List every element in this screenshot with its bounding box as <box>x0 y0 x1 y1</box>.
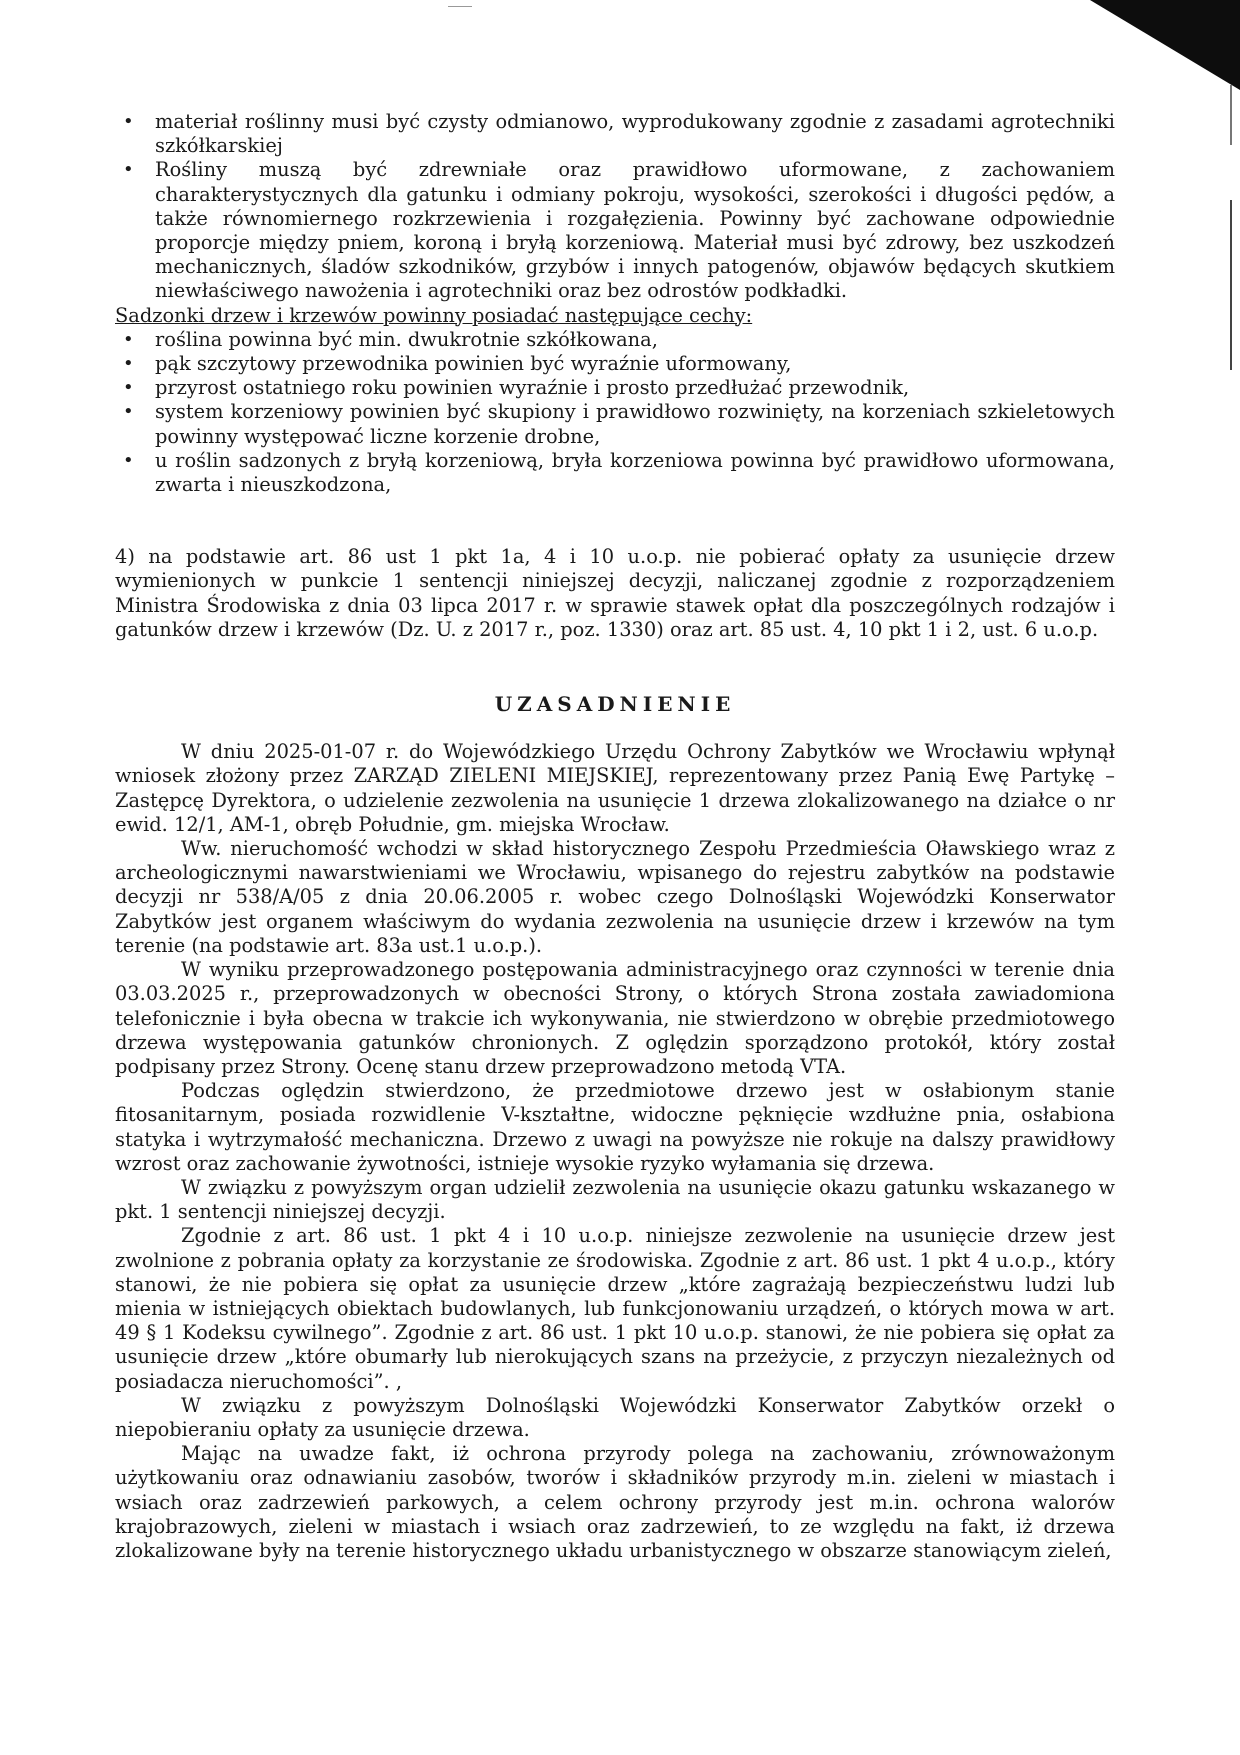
justification-paragraph: Podczas oględzin stwierdzono, że przedmiotowe drzewo jest w osłabionym stanie fitosanitarnym, posiada rozwidlenie V-kształtne, widoczne pęknięcie wzdłużne pnia, osłabiona statyka i wytrzymałość mechaniczna. Drzewo z uwagi na powyższe nie rokuje na dalszy prawidłowy wzrost oraz zachowanie żywotności, istnieje wysokie ryzyko wyłamania się drzewa. <box>115 1079 1115 1175</box>
document-page <box>115 110 1115 1563</box>
justification-paragraph: Ww. nieruchomość wchodzi w skład historycznego Zespołu Przedmieścia Oławskiego wraz z archeologicznymi nawarstwieniami we Wrocławiu, wpisanego do rejestru zabytków na podstawie decyzji nr 538/A/05 z dnia 20.06.2005 r. wobec czego Dolnośląski Wojewódzki Konserwator Zabytków jest organem właściwym do wydania zezwolenia na usunięcie drzew i krzewów na tym terenie (na podstawie art. 83a ust.1 u.o.p.). <box>115 837 1115 957</box>
requirements-item: • Rośliny muszą być zdrewniałe oraz prawidłowo uformowane, z zachowaniem charakterystycznych dla gatunku i odmiany pokroju, wysokości, szerokości i długości pędów, a także równomiernego rozkrzewienia i rozgałęzienia. Powinny być zachowane odpowiednie proporcje między pniem, koroną i bryłą korzeniową. Materiał musi być zdrowy, bez uszkodzeń mechanicznych, śladów szkodników, grzybów i innych patogenów, objawów będących skutkiem niewłaściwego nawożenia i agrotechniki oraz bez odrostów podkładki. <box>155 158 1115 303</box>
justification-paragraph: W wyniku przeprowadzonego postępowania administracyjnego oraz czynności w terenie dnia 03.03.2025 r., przeprowadzonych w obecności Strony, o których Strona została zawiadomiona telefonicznie i była obecna w trakcie ich wykonywania, nie stwierdzono w obrębie przedmiotowego drzewa występowania gatunków chronionych. Z oględzin sporządzono protokół, który został podpisany przez Strony. Ocenę stanu drzew przeprowadzono metodą VTA. <box>115 958 1115 1078</box>
seedlings-item: • roślina powinna być min. dwukrotnie szkółkowana, <box>155 328 1115 352</box>
justification-paragraph: Mając na uwadze fakt, iż ochrona przyrody polega na zachowaniu, zrównoważonym użytkowaniu oraz odnawianiu zasobów, tworów i składników przyrody m.in. zieleni w miastach i wsiach oraz zadrzewień parkowych, a celem ochrony przyrody jest m.in. ochrona walorów krajobrazowych, zieleni w miastach i wsiach oraz zadrzewień, to ze względu na fakt, iż drzewa zlokalizowane były na terenie historycznego układu urbanistycznego w obszarze stanowiącym zieleń, <box>115 1442 1115 1562</box>
justification-paragraph: W dniu 2025-01-07 r. do Wojewódzkiego Urzędu Ochrony Zabytków we Wrocławiu wpłynął wniosek złożony przez ZARZĄD ZIELENI MIEJSKIEJ, reprezentowany przez Panią Ewę Partykę – Zastępcę Dyrektora, o udzielenie zezwolenia na usunięcie 1 drzewa zlokalizowanego na działce o nr ewid. 12/1, AM-1, obręb Południe, gm. miejska Wrocław. <box>115 740 1115 836</box>
section-title: UZASADNIENIE <box>494 692 736 717</box>
justification-paragraph: W związku z powyższym Dolnośląski Wojewódzki Konserwator Zabytków orzekł o niepobieraniu opłaty za usunięcie drzewa. <box>115 1393 1115 1441</box>
requirements-list <box>115 110 1115 304</box>
seedlings-item: • u roślin sadzonych z bryłą korzeniową, bryła korzeniowa powinna być prawidłowo uformowana, zwarta i nieuszkodzona, <box>155 449 1115 497</box>
seedlings-item: • pąk szczytowy przewodnika powinien być wyraźnie uformowany, <box>155 352 1115 376</box>
scan-edge-mark <box>1230 200 1232 370</box>
justification-paragraph: W związku z powyższym organ udzielił zezwolenia na usunięcie okazu gatunku wskazanego w pkt. 1 sentencji niniejszej decyzji. <box>115 1175 1115 1224</box>
requirements-item: • materiał roślinny musi być czysty odmianowo, wyprodukowany zgodnie z zasadami agrotechniki szkółkarskiej <box>155 110 1115 158</box>
justification-section <box>115 740 1115 1563</box>
scan-top-mark <box>448 6 472 7</box>
scan-edge-mark <box>1230 85 1232 145</box>
decision-point-4: 4) na podstawie art. 86 ust 1 pkt 1a, 4 i 10 u.o.p. nie pobierać opłaty za usunięcie drzew wymienionych w punkcie 1 sentencji niniejszej decyzji, naliczanej zgodnie z rozporządzeniem Ministra Środowiska z dnia 03 lipca 2017 r. w sprawie stawek opłat dla poszczególnych rodzajów i gatunków drzew i krzewów (Dz. U. z 2017 r., poz. 1330) oraz art. 85 ust. 4, 10 pkt 1 i 2, ust. 6 u.o.p. <box>115 545 1115 641</box>
justification-paragraph: Zgodnie z art. 86 ust. 1 pkt 4 i 10 u.o.p. niniejsze zezwolenie na usunięcie drzew jest zwolnione z pobrania opłaty za korzystanie ze środowiska. Zgodnie z art. 86 ust. 1 pkt 4 u.o.p., który stanowi, że nie pobiera się opłat za usunięcie drzew „które zagrażają bezpieczeństwu ludzi lub mienia w istniejących obiektach budowlanych, lub funkcjonowaniu urządzeń, o których mowa w art. 49 § 1 Kodeksu cywilnego”. Zgodnie z art. 86 ust. 1 pkt 10 u.o.p. stanowi, że nie pobiera się opłat za usunięcie drzew „które obumarły lub nierokujących szans na przeżycie, z przyczyn niezależnych od posiadacza nieruchomości”. , <box>115 1224 1115 1393</box>
seedlings-item: • system korzeniowy powinien być skupiony i prawidłowo rozwinięty, na korzeniach szkieletowych powinny występować liczne korzenie drobne, <box>155 400 1115 448</box>
seedlings-item: • przyrost ostatniego roku powinien wyraźnie i prosto przedłużać przewodnik, <box>155 376 1115 400</box>
seedlings-list <box>115 328 1115 497</box>
scan-corner-shadow <box>1090 0 1240 90</box>
seedlings-heading: Sadzonki drzew i krzewów powinny posiadać następujące cechy: <box>115 303 753 327</box>
